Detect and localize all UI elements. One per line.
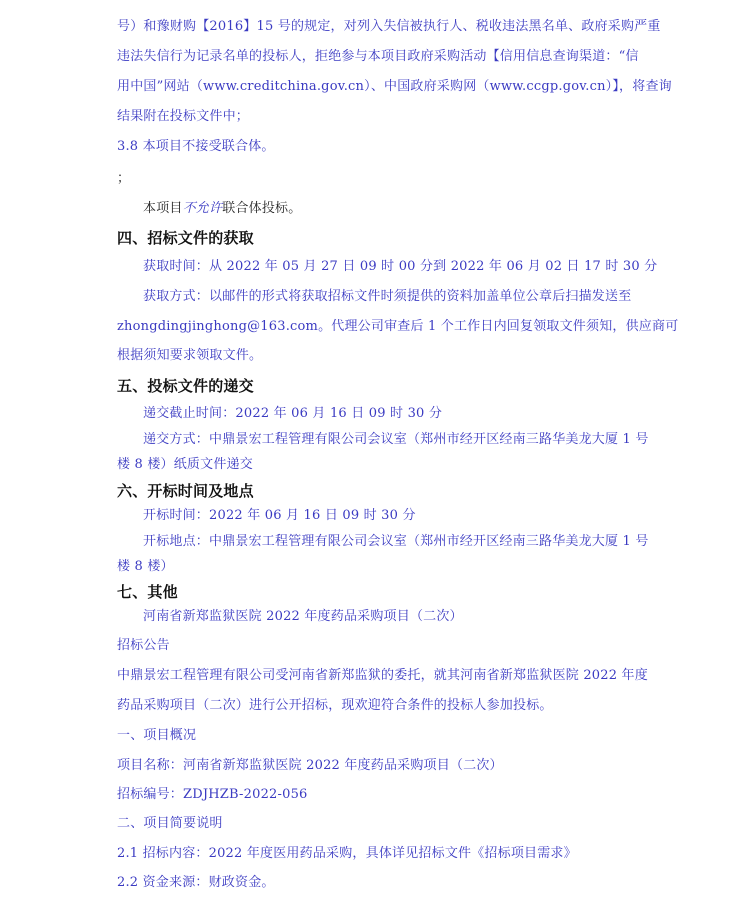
text-line: 获取时间：从 2022 年 05 月 27 日 09 时 00 分到 2022 年 06 月 02 日 17 时 30 分 (143, 259, 658, 274)
text-line: 药品采购项目（二次）进行公开招标，现欢迎符合条件的投标人参加投标。 (117, 698, 553, 713)
text-line: 中鼎景宏工程管理有限公司受河南省新郑监狱的委托，就其河南省新郑监狱医院 2022 年度 (117, 668, 648, 683)
text-line: 号）和豫财购【2016】15 号的规定，对列入失信被执行人、税收违法黑名单、政府采购严重 (117, 19, 661, 34)
text-line: 2.1 招标内容：2022 年度医用药品采购，具体详见招标文件《招标项目需求》 (117, 846, 577, 861)
text-line: 招标公告 (117, 638, 170, 653)
text-line: zhongdingjinghong@163.com。代理公司审查后 1 个工作日内回复领取文件须知，供应商可 (117, 319, 679, 334)
text-segment: 联合体投标。 (222, 201, 302, 216)
text-line (143, 200, 301, 218)
section-heading: 七、其他 (117, 583, 178, 601)
text-line: 用中国”网站（www.creditchina.gov.cn）、中国政府采购网（www.ccgp.gov.cn）】，将查询 (117, 79, 672, 94)
text-line: 开标时间：2022 年 06 月 16 日 09 时 30 分 (143, 508, 416, 523)
text-line: 2.2 资金来源：财政资金。 (117, 875, 275, 890)
text-line: 招标编号：ZDJHZB-2022-056 (117, 787, 308, 802)
text-segment: 本项目 (143, 201, 183, 216)
text-line: 楼 8 楼）纸质文件递交 (117, 457, 253, 472)
section-heading: 四、招标文件的获取 (117, 229, 254, 247)
text-line: ； (117, 171, 131, 186)
text-line: 河南省新郑监狱医院 2022 年度药品采购项目（二次） (143, 609, 463, 624)
text-line: 一、项目概况 (117, 728, 197, 743)
emphasis-text: 不允许 (182, 201, 223, 216)
section-heading: 六、开标时间及地点 (117, 482, 254, 500)
text-line: 违法失信行为记录名单的投标人，拒绝参与本项目政府采购活动【信用信息查询渠道：“信 (117, 49, 639, 64)
text-line: 3.8 本项目不接受联合体。 (117, 139, 275, 154)
text-line: 开标地点：中鼎景宏工程管理有限公司会议室（郑州市经开区经南三路华美龙大厦 1 号 (143, 534, 649, 549)
text-line: 二、项目简要说明 (117, 816, 223, 831)
text-line: 获取方式：以邮件的形式将获取招标文件时须提供的资料加盖单位公章后扫描发送至 (143, 289, 632, 304)
text-line: 根据须知要求领取文件。 (117, 348, 263, 363)
text-line: 楼 8 楼） (117, 559, 174, 574)
text-line: 结果附在投标文件中； (117, 109, 250, 124)
section-heading: 五、投标文件的递交 (117, 377, 254, 395)
text-line: 递交方式：中鼎景宏工程管理有限公司会议室（郑州市经开区经南三路华美龙大厦 1 号 (143, 432, 649, 447)
text-line: 递交截止时间：2022 年 06 月 16 日 09 时 30 分 (143, 406, 443, 421)
text-line: 项目名称：河南省新郑监狱医院 2022 年度药品采购项目（二次） (117, 758, 503, 773)
